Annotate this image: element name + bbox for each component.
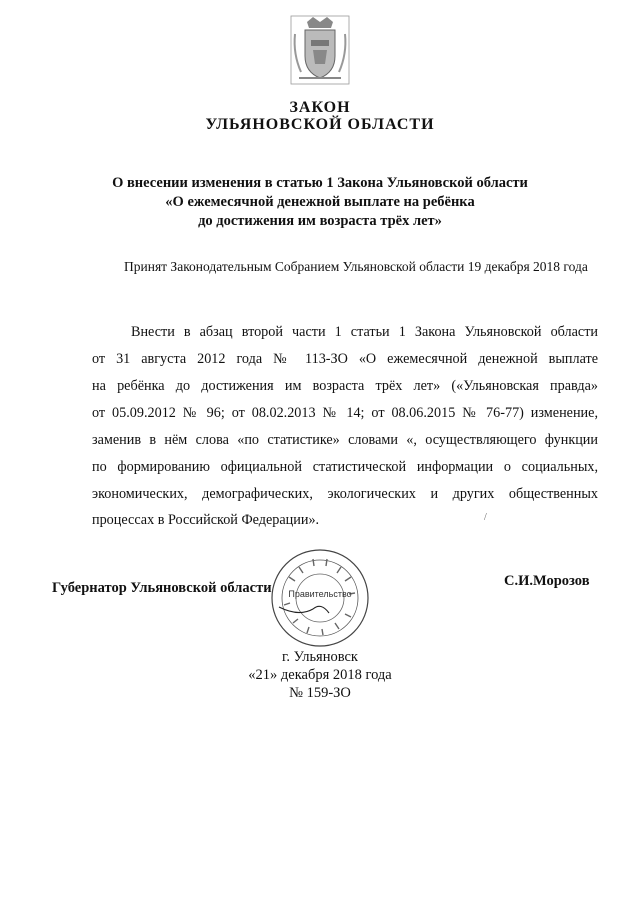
adoption-note: Принят Законодательным Собранием Ульяновской области 19 декабря 2018 года — [124, 259, 588, 274]
body-line: процессах в Российской Федерации». — [92, 512, 320, 528]
document-title-line-2: «О ежемесячной денежной выплате на ребёнка — [165, 194, 475, 210]
body-line: от 31 августа 2012 года № 113-ЗО «О ежемесячной денежной выплате — [92, 351, 598, 367]
scan-mark: / — [484, 512, 487, 523]
region-heading: УЛЬЯНОВСКОЙ ОБЛАСТИ — [205, 116, 435, 133]
body-line: Внести в абзац второй части 1 статьи 1 Закона Ульяновской области — [131, 324, 598, 340]
document-title-line-1: О внесении изменения в статью 1 Закона Ульяновской области — [112, 175, 528, 191]
body-line: на ребёнка до достижения им возраста трёх лет» («Ульяновская правда» — [92, 378, 598, 394]
place-of-signing: г. Ульяновск — [282, 649, 358, 665]
body-line: заменив в нём слова «по статистике» словами «, осуществляющего функции — [92, 432, 598, 448]
signatory-position: Губернатор Ульяновской области — [52, 580, 272, 596]
body-line: экономических, демографических, экологических и других общественных — [92, 486, 598, 502]
law-number: № 159-ЗО — [289, 685, 351, 701]
signatory-name: С.И.Морозов — [504, 573, 590, 589]
seal-caption: Правительство — [288, 589, 352, 599]
law-type-heading: ЗАКОН — [289, 99, 351, 116]
document-title-line-3: до достижения им возраста трёх лет» — [198, 213, 442, 229]
body-line: от 05.09.2012 № 96; от 08.02.2013 № 14; от 08.06.2015 № 76-77) изменение, — [92, 405, 598, 421]
coat-of-arms-icon — [289, 14, 351, 86]
body-line: по формированию официальной статистической информации о социальных, — [92, 459, 598, 475]
signing-date: «21» декабря 2018 года — [248, 667, 392, 683]
